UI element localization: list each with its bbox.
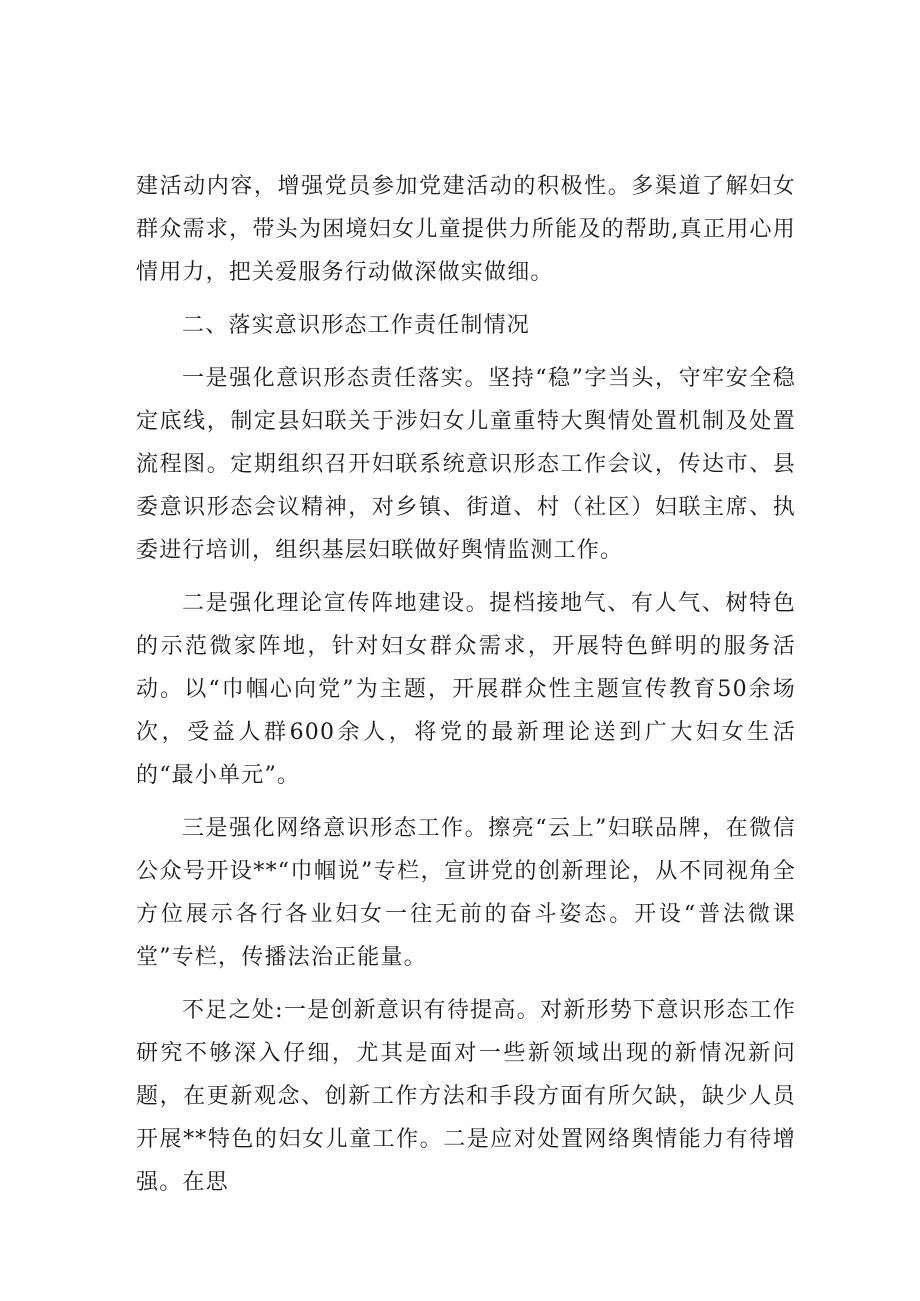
paragraph-theory-promotion: 二是强化理论宣传阵地建设。提档接地气、有人气、树特色的示范微家阵地，针对妇女群众需求，开展特色鲜明的服务活动。以“巾帼心向党”为主题，开展群众性主题宣传教育50余场次，受益人群600余人，将党的最新理论送到广大妇女生活的“最小单元”。 xyxy=(136,591,796,788)
paragraph-network-ideology: 三是强化网络意识形态工作。擦亮“云上”妇联品牌，在微信公众号开设**“巾帼说”专栏，宣讲党的创新理论，从不同视角全方位展示各行各业妇女一往无前的奋斗姿态。开设“普法微课堂”专栏，传播法治正能量。 xyxy=(136,816,796,970)
document-body xyxy=(136,165,796,1214)
paragraph-continuation: 建活动内容，增强党员参加党建活动的积极性。多渠道了解妇女群众需求，带头为困境妇女儿童提供力所能及的帮助,真正用心用情用力，把关爱服务行动做深做实做细。 xyxy=(136,174,796,285)
section-heading: 二、落实意识形态工作责任制情况 xyxy=(182,313,531,338)
paragraph-shortcomings: 不足之处:一是创新意识有待提高。对新形势下意识形态工作研究不够深入仔细，尤其是面对一些新领域出现的新情况新问题，在更新观念、创新工作方法和手段方面有所欠缺，缺少人员开展**特色的妇女儿童工作。二是应对处置网络舆情能力有待增强。在思 xyxy=(136,998,796,1195)
paragraph-ideology-responsibility: 一是强化意识形态责任落实。坚持“稳”字当头，守牢安全稳定底线，制定县妇联关于涉妇女儿童重特大舆情处置机制及处置流程图。定期组织召开妇联系统意识形态工作会议，传达市、县委意识形态会议精神，对乡镇、街道、村（社区）妇联主席、执委进行培训，组织基层妇联做好舆情监测工作。 xyxy=(136,366,796,563)
